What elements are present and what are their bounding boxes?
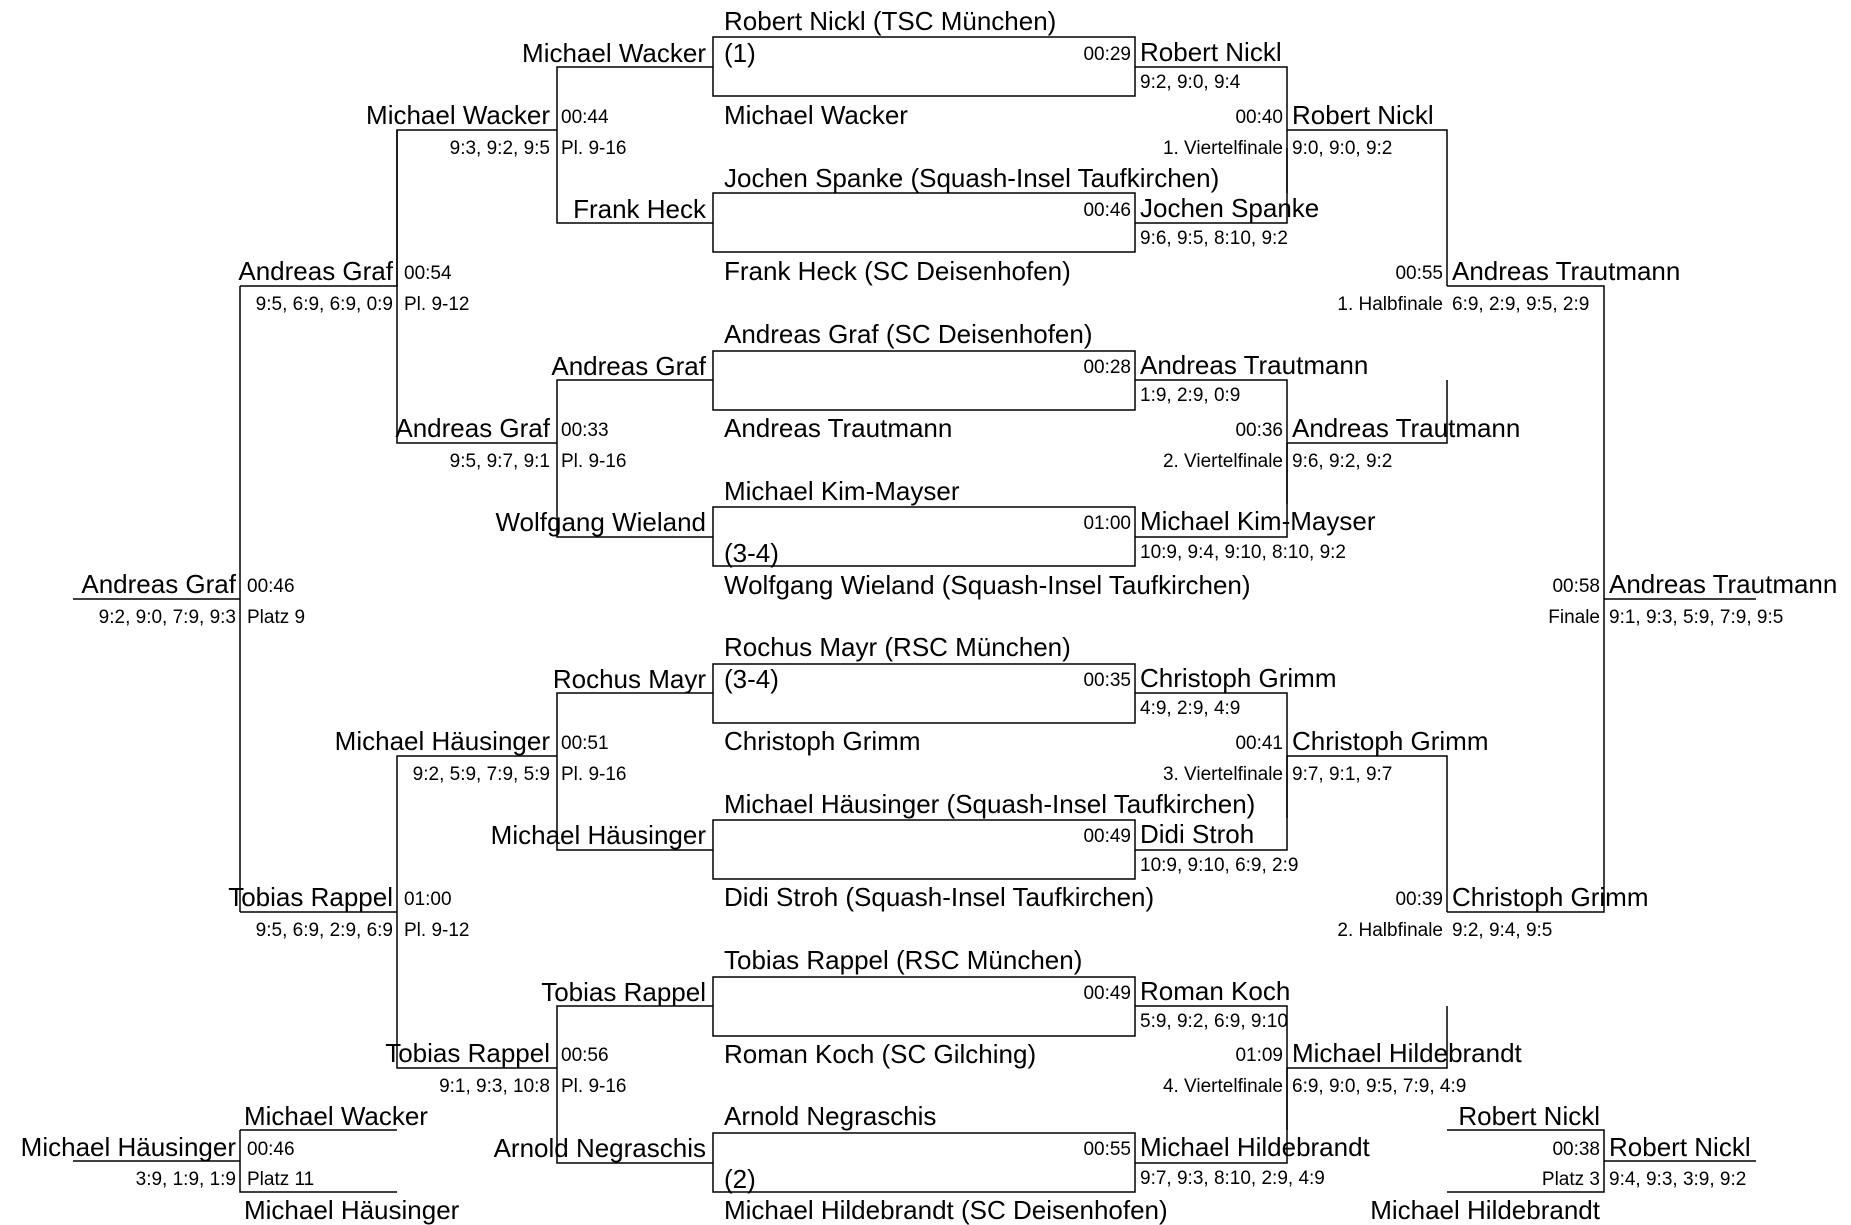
r1-winner: Didi Stroh: [1140, 819, 1255, 849]
r1-score: 10:9, 9:10, 6:9, 2:9: [1140, 855, 1299, 876]
qf-score: 6:9, 9:0, 9:5, 7:9, 4:9: [1292, 1076, 1467, 1097]
qf-time: 00:40: [1235, 107, 1283, 128]
consolation-r1-score: 9:3, 9:2, 9:5: [449, 138, 550, 159]
final-winner: Andreas Trautmann: [1609, 569, 1838, 599]
r1-time: 00:28: [1083, 357, 1131, 378]
consolation-r1-label: Pl. 9-16: [561, 138, 627, 159]
qf-winner: Robert Nickl: [1292, 100, 1434, 130]
qf-time: 01:09: [1235, 1045, 1283, 1066]
qf-label: 1. Viertelfinale: [1162, 138, 1283, 159]
consolation-r1-time: 00:56: [561, 1045, 609, 1066]
entrant-10: Christoph Grimm: [724, 726, 921, 756]
r1-winner: Michael Hildebrandt: [1140, 1132, 1370, 1162]
place11-top: Michael Wacker: [244, 1101, 428, 1131]
qf-score: 9:0, 9:0, 9:2: [1292, 138, 1393, 159]
entrant-3: Jochen Spanke (Squash-Insel Taufkirchen): [724, 163, 1220, 193]
entrant-11: Michael Häusinger (Squash-Insel Taufkirchen): [724, 789, 1256, 819]
seed-4: (2): [724, 1164, 756, 1194]
r1-winner: Michael Kim-Mayser: [1140, 506, 1376, 536]
r1-winner: Roman Koch: [1140, 976, 1291, 1006]
qf-winner: Michael Hildebrandt: [1292, 1038, 1522, 1068]
place9-label: Platz 9: [247, 607, 306, 628]
consolation-r1-score: 9:5, 9:7, 9:1: [449, 451, 550, 472]
entrant-15: Arnold Negraschis: [724, 1101, 937, 1131]
r1-time: 00:49: [1083, 983, 1131, 1004]
consolation-input: Michael Wacker: [522, 38, 706, 68]
consolation-input: Andreas Graf: [551, 351, 706, 381]
entrant-6: Andreas Trautmann: [724, 413, 953, 443]
third-place-time: 00:38: [1552, 1139, 1600, 1160]
qf-score: 9:6, 9:2, 9:2: [1292, 451, 1393, 472]
consolation-r2-time: 01:00: [404, 889, 452, 910]
r1-score: 1:9, 2:9, 0:9: [1140, 385, 1241, 406]
sf-winner: Andreas Trautmann: [1452, 256, 1681, 286]
r1-time: 00:49: [1083, 826, 1131, 847]
entrant-5: Andreas Graf (SC Deisenhofen): [724, 319, 1093, 349]
entrant-8: Wolfgang Wieland (Squash-Insel Taufkirchen): [724, 570, 1251, 600]
consolation-r1-time: 00:33: [561, 420, 609, 441]
r1-score: 4:9, 2:9, 4:9: [1140, 698, 1241, 719]
consolation-r2-label: Pl. 9-12: [404, 294, 470, 315]
final-label: Finale: [1548, 607, 1600, 628]
third-place-bottom: Michael Hildebrandt: [1370, 1195, 1600, 1225]
consolation-r2-winner: Tobias Rappel: [228, 882, 393, 912]
consolation-r2-winner: Andreas Graf: [238, 256, 393, 286]
sf-score: 9:2, 9:4, 9:5: [1452, 920, 1553, 941]
entrant-9: Rochus Mayr (RSC München): [724, 632, 1071, 662]
consolation-r1-label: Pl. 9-16: [561, 1076, 627, 1097]
seed-2: (3-4): [724, 538, 779, 568]
qf-winner: Christoph Grimm: [1292, 726, 1489, 756]
place11-bottom: Michael Häusinger: [244, 1195, 460, 1225]
sf-label: 2. Halbfinale: [1337, 920, 1443, 941]
r1-time: 00:29: [1083, 44, 1131, 65]
entrant-13: Tobias Rappel (RSC München): [724, 945, 1083, 975]
r1-time: 00:35: [1083, 670, 1131, 691]
place11-score: 3:9, 1:9, 1:9: [135, 1169, 236, 1190]
seed-3: (3-4): [724, 664, 779, 694]
consolation-r1-score: 9:1, 9:3, 10:8: [439, 1076, 550, 1097]
consolation-r1-time: 00:44: [561, 107, 609, 128]
r1-score: 5:9, 9:2, 6:9, 9:10: [1140, 1011, 1288, 1032]
consolation-r1-label: Pl. 9-16: [561, 764, 627, 785]
sf-label: 1. Halbfinale: [1337, 294, 1443, 315]
r1-winner: Jochen Spanke: [1140, 193, 1320, 223]
r1-time: 00:55: [1083, 1139, 1131, 1160]
consolation-r1-winner: Michael Wacker: [366, 100, 550, 130]
consolation-r1-label: Pl. 9-16: [561, 451, 627, 472]
consolation-r2-score: 9:5, 6:9, 6:9, 0:9: [255, 294, 393, 315]
r1-score: 9:6, 9:5, 8:10, 9:2: [1140, 228, 1288, 249]
entrant-7: Michael Kim-Mayser: [724, 476, 960, 506]
place11-label: Platz 11: [247, 1169, 315, 1190]
entrant-12: Didi Stroh (Squash-Insel Taufkirchen): [724, 882, 1155, 912]
consolation-r1-time: 00:51: [561, 733, 609, 754]
place11-time: 00:46: [247, 1139, 295, 1160]
entrant-2: Michael Wacker: [724, 100, 908, 130]
consolation-r2-score: 9:5, 6:9, 2:9, 6:9: [255, 920, 393, 941]
sf-time: 00:55: [1395, 263, 1443, 284]
r1-time: 01:00: [1083, 513, 1131, 534]
seed-1: (1): [724, 38, 756, 68]
entrant-4: Frank Heck (SC Deisenhofen): [724, 256, 1071, 286]
place9-winner: Andreas Graf: [81, 569, 236, 599]
consolation-input: Wolfgang Wieland: [495, 507, 706, 537]
qf-label: 2. Viertelfinale: [1162, 451, 1283, 472]
entrant-14: Roman Koch (SC Gilching): [724, 1039, 1037, 1069]
qf-score: 9:7, 9:1, 9:7: [1292, 764, 1393, 785]
sf-winner: Christoph Grimm: [1452, 882, 1649, 912]
consolation-r1-score: 9:2, 5:9, 7:9, 5:9: [412, 764, 550, 785]
final-score: 9:1, 9:3, 5:9, 7:9, 9:5: [1609, 607, 1784, 628]
qf-label: 4. Viertelfinale: [1162, 1076, 1283, 1097]
place9-score: 9:2, 9:0, 7:9, 9:3: [98, 607, 236, 628]
consolation-r2-label: Pl. 9-12: [404, 920, 470, 941]
entrant-1: Robert Nickl (TSC München): [724, 6, 1057, 36]
place11-winner: Michael Häusinger: [20, 1132, 236, 1162]
r1-winner: Robert Nickl: [1140, 37, 1282, 67]
consolation-input: Arnold Negraschis: [493, 1133, 706, 1163]
final-time: 00:58: [1552, 576, 1600, 597]
r1-score: 9:2, 9:0, 9:4: [1140, 72, 1241, 93]
qf-label: 3. Viertelfinale: [1162, 764, 1283, 785]
consolation-input: Michael Häusinger: [490, 820, 706, 850]
consolation-input: Frank Heck: [573, 194, 706, 224]
r1-time: 00:46: [1083, 200, 1131, 221]
r1-score: 9:7, 9:3, 8:10, 2:9, 4:9: [1140, 1168, 1325, 1189]
r1-score: 10:9, 9:4, 9:10, 8:10, 9:2: [1140, 542, 1346, 563]
consolation-input: Rochus Mayr: [552, 664, 706, 694]
third-place-score: 9:4, 9:3, 3:9, 9:2: [1609, 1169, 1747, 1190]
sf-time: 00:39: [1395, 889, 1443, 910]
consolation-r2-time: 00:54: [404, 263, 452, 284]
sf-score: 6:9, 2:9, 9:5, 2:9: [1452, 294, 1590, 315]
r1-winner: Andreas Trautmann: [1140, 350, 1369, 380]
consolation-r1-winner: Michael Häusinger: [334, 726, 550, 756]
qf-winner: Andreas Trautmann: [1292, 413, 1521, 443]
place9-time: 00:46: [247, 576, 295, 597]
consolation-r1-winner: Andreas Graf: [395, 413, 550, 443]
third-place-winner: Robert Nickl: [1609, 1132, 1751, 1162]
third-place-label: Platz 3: [1541, 1169, 1600, 1190]
qf-time: 00:41: [1235, 733, 1283, 754]
consolation-r1-winner: Tobias Rappel: [385, 1038, 550, 1068]
qf-time: 00:36: [1235, 420, 1283, 441]
r1-winner: Christoph Grimm: [1140, 663, 1337, 693]
entrant-16: Michael Hildebrandt (SC Deisenhofen): [724, 1195, 1168, 1225]
third-place-top: Robert Nickl: [1458, 1101, 1600, 1131]
consolation-input: Tobias Rappel: [541, 977, 706, 1007]
